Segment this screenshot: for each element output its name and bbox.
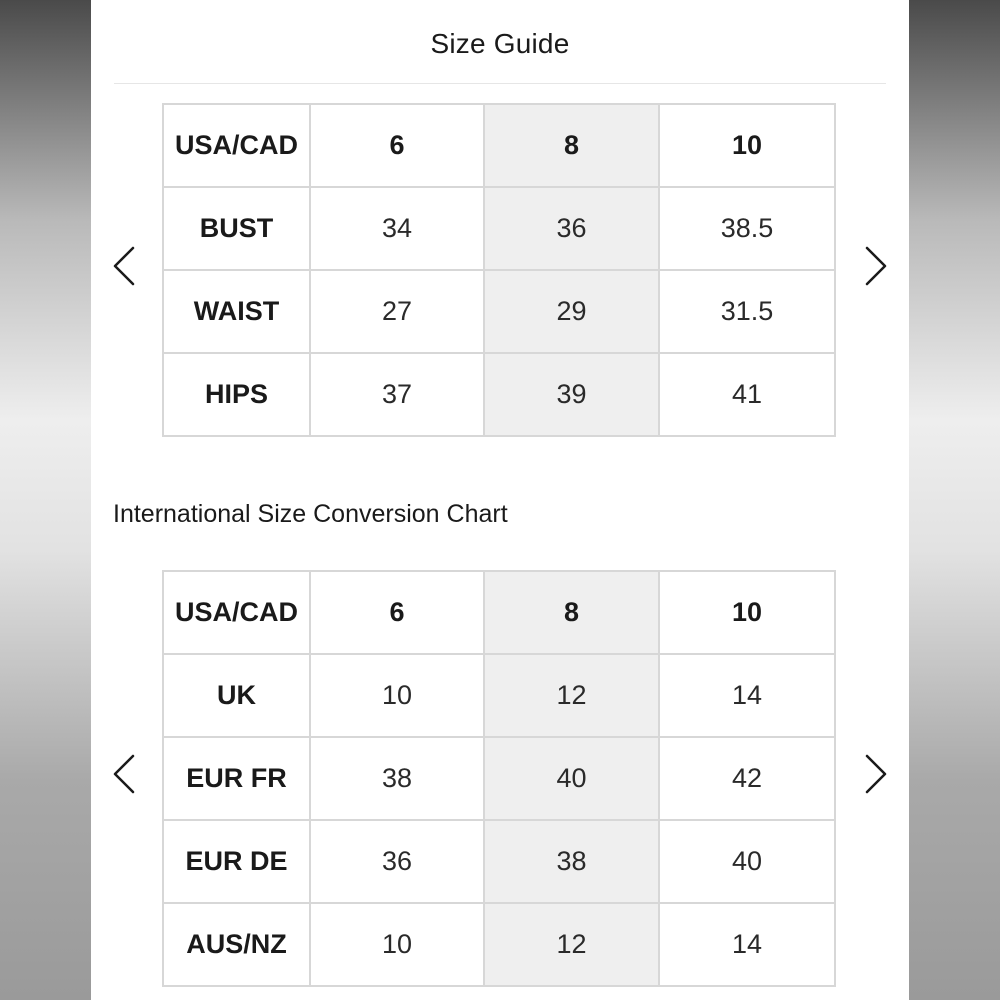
table-cell-highlighted: 29 (484, 270, 659, 353)
table-cell-highlighted: 40 (484, 737, 659, 820)
header-cell-highlighted: 8 (484, 104, 659, 187)
row-label: EUR DE (163, 820, 310, 903)
chevron-left-icon (103, 244, 147, 288)
conversion-table (162, 570, 836, 987)
table-row (163, 270, 835, 353)
size-guide-table (162, 103, 836, 437)
row-label: EUR FR (163, 737, 310, 820)
header-cell: 6 (310, 104, 484, 187)
table-row (163, 654, 835, 737)
table-cell: 27 (310, 270, 484, 353)
header-cell: 10 (659, 104, 835, 187)
header-cell: USA/CAD (163, 571, 310, 654)
size-guide-panel (91, 0, 909, 1000)
table-cell: 10 (310, 654, 484, 737)
table-cell-highlighted: 38 (484, 820, 659, 903)
background-right-edge (909, 0, 1000, 1000)
conversion-chart-title: International Size Conversion Chart (113, 500, 508, 528)
title-divider (114, 83, 886, 84)
table-cell-highlighted: 36 (484, 187, 659, 270)
table-header-row (163, 104, 835, 187)
table-cell: 41 (659, 353, 835, 436)
row-label: WAIST (163, 270, 310, 353)
table-row (163, 903, 835, 986)
table-cell: 38 (310, 737, 484, 820)
header-cell: 10 (659, 571, 835, 654)
table-header-row (163, 571, 835, 654)
header-cell: 6 (310, 571, 484, 654)
table-cell: 36 (310, 820, 484, 903)
table-cell: 37 (310, 353, 484, 436)
table-cell: 34 (310, 187, 484, 270)
table-row (163, 187, 835, 270)
row-label: HIPS (163, 353, 310, 436)
chevron-right-icon (853, 752, 897, 796)
table-cell: 31.5 (659, 270, 835, 353)
table-cell: 40 (659, 820, 835, 903)
table-cell-highlighted: 39 (484, 353, 659, 436)
row-label: BUST (163, 187, 310, 270)
chevron-left-icon (103, 752, 147, 796)
page-title: Size Guide (430, 28, 570, 59)
table-cell-highlighted: 12 (484, 903, 659, 986)
table-row (163, 737, 835, 820)
table-cell: 14 (659, 654, 835, 737)
table-row (163, 820, 835, 903)
header-cell: USA/CAD (163, 104, 310, 187)
table-row (163, 353, 835, 436)
row-label: UK (163, 654, 310, 737)
guide-prev-button[interactable] (103, 244, 147, 288)
conversion-prev-button[interactable] (103, 752, 147, 796)
table-cell: 10 (310, 903, 484, 986)
header-cell-highlighted: 8 (484, 571, 659, 654)
table-cell: 42 (659, 737, 835, 820)
table-cell-highlighted: 12 (484, 654, 659, 737)
guide-next-button[interactable] (853, 244, 897, 288)
table-cell: 14 (659, 903, 835, 986)
row-label: AUS/NZ (163, 903, 310, 986)
background-left-edge (0, 0, 91, 1000)
chevron-right-icon (853, 244, 897, 288)
conversion-next-button[interactable] (853, 752, 897, 796)
table-cell: 38.5 (659, 187, 835, 270)
